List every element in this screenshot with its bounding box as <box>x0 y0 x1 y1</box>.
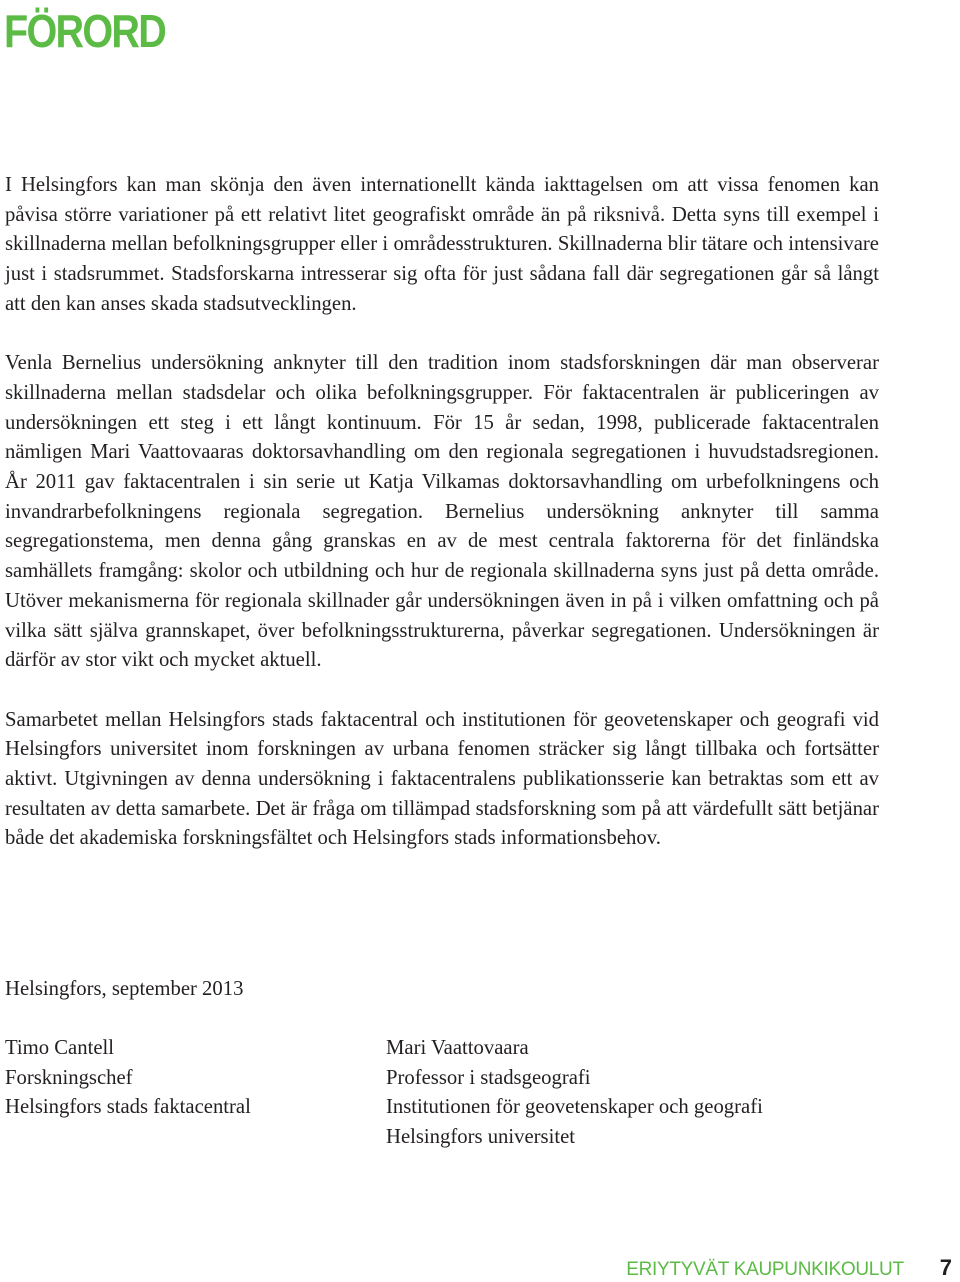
signatory-name: Timo Cantell <box>5 1037 115 1059</box>
page-number: 7 <box>939 1255 952 1280</box>
signature-block-left <box>5 1034 251 1123</box>
signature-block-right <box>386 1034 763 1153</box>
signatory-organization: Helsingfors stads faktacentral <box>5 1096 251 1119</box>
page-title: FÖRORD <box>4 5 166 57</box>
paragraph-3: Samarbetet mellan Helsingfors stads faktacentral och institutionen för geovetenskaper och geografi vid Helsingfors universitet inom forskningen av urbana fenomen sträcker sig långt tillbaka och fortsätter aktivt. Utgivningen av denna undersökning i faktacentralens publikationsserie kan betraktas som ett av resultaten av detta samarbete. Det är fråga om tillämpad stadsforskning som på att värdefullt sätt betjänar både det akademiska forskningsfältet och Helsingfors stads informationsbehov. <box>5 708 879 850</box>
footer-publication-title: ERIYTYVÄT KAUPUNKIKOULUT <box>626 1259 904 1280</box>
signatory-organization: Institutionen för geovetenskaper och geografi <box>386 1096 763 1119</box>
signatory-role: Professor i stadsgeografi <box>386 1066 591 1089</box>
signatory-name: Mari Vaattovaara <box>386 1037 529 1059</box>
body-text <box>5 171 879 884</box>
page-footer <box>626 1255 952 1281</box>
signatory-role: Forskningschef <box>5 1066 133 1089</box>
paragraph-1: I Helsingfors kan man skönja den även internationellt kända iakttagelsen om att vissa fenomen kan påvisa större variationer på ett relativt litet geografiskt område än på riksnivå. Detta syns till exempel i skillnaderna mellan befolkningsgrupper eller i områdesstrukturen. Skillnaderna blir tätare och intensivare just i stadsrummet. Stadsforskarna intresserar sig ofta för just sådana fall där segregationen går så långt att den kan anses skada stadsutvecklingen. <box>5 174 879 315</box>
paragraph-2: Venla Bernelius undersökning anknyter till den tradition inom stadsforskningen där man observerar skillnaderna mellan stadsdelar och olika befolkningsgrupper. För faktacentralen är publiceringen av undersökningen ett steg i ett långt kontinuum. För 15 år sedan, 1998, publicerade faktacentralen nämligen Mari Vaattovaaras doktorsavhandling om den regionala segregationen i huvudstadsregionen. År 2011 gav faktacentralen i sin serie ut Katja Vilkamas doktorsavhandling om urbefolkningens och invandrarbefolkningens regionala segregation. Bernelius undersökning anknyter till samma segregationstema, men denna gång granskas en av de mest centrala faktorerna för det finländska samhällets framgång: skolor och utbildning och hur de regionala skillnaderna syns just på detta område. Utöver mekanismerna för regionala skillnader går undersökningen även in på i vilken omfattning och på vilka sätt själva grannskapet, över befolkningsstrukturerna, påverkar segregationen. Undersökningen är därför av stor vikt och mycket aktuell. <box>5 352 879 672</box>
signatory-organization-2: Helsingfors universitet <box>386 1126 576 1149</box>
dateline: Helsingfors, september 2013 <box>5 978 244 1000</box>
